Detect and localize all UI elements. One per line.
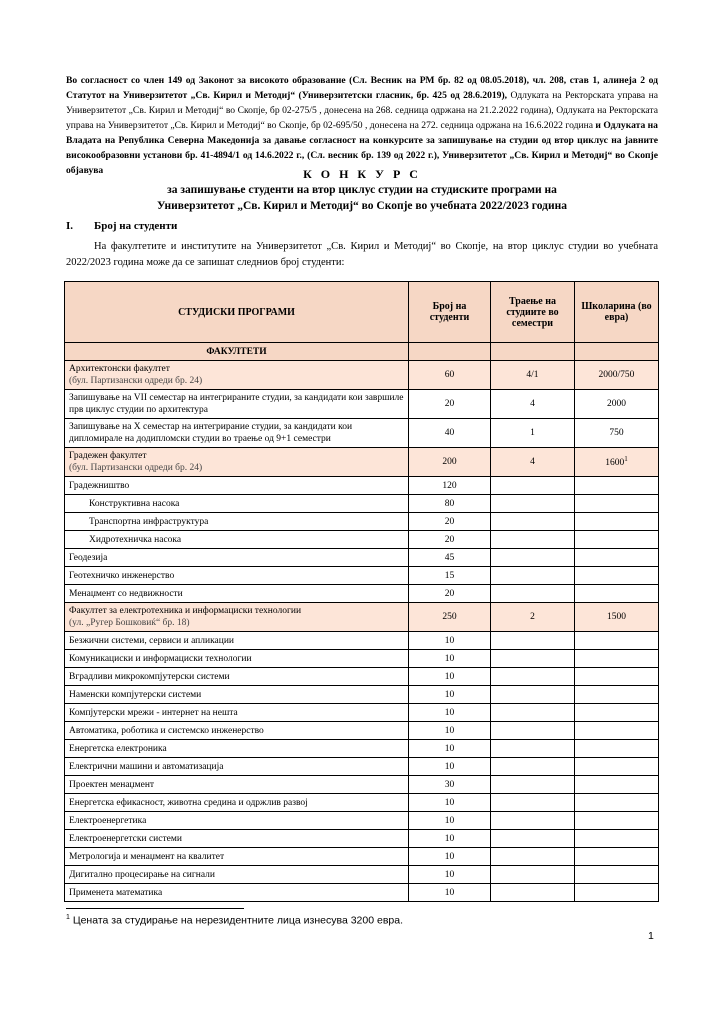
table-row	[65, 758, 659, 776]
program-students: 45	[409, 549, 491, 567]
table-row	[65, 390, 659, 419]
program-students: 10	[409, 704, 491, 722]
program-fee	[575, 704, 659, 722]
faculty-students: 200	[409, 448, 491, 477]
faculty-duration: 4/1	[491, 361, 575, 390]
program-duration	[491, 722, 575, 740]
table-row	[65, 513, 659, 531]
program-students: 10	[409, 812, 491, 830]
table-row	[65, 794, 659, 812]
program-duration	[491, 567, 575, 585]
table-row	[65, 704, 659, 722]
table-row	[65, 848, 659, 866]
program-duration	[491, 794, 575, 812]
program-duration	[491, 884, 575, 902]
faculty-name: Факултет за електротехника и информациски технологии	[69, 606, 302, 616]
program-fee	[575, 722, 659, 740]
program-fee	[575, 758, 659, 776]
program-students: 10	[409, 632, 491, 650]
title-line-1: К О Н К У Р С	[303, 167, 421, 181]
program-name: Електрични машини и автоматизација	[65, 758, 409, 776]
program-fee	[575, 477, 659, 495]
program-duration	[491, 830, 575, 848]
program-fee	[575, 740, 659, 758]
faculty-fee: 2000/750	[575, 361, 659, 390]
table-header-row	[65, 282, 659, 343]
program-duration	[491, 866, 575, 884]
section-heading	[66, 220, 177, 232]
program-fee	[575, 585, 659, 603]
table-row	[65, 668, 659, 686]
program-students: 10	[409, 722, 491, 740]
program-duration	[491, 758, 575, 776]
program-duration	[491, 531, 575, 549]
faculty-address: (бул. Партизански одреди бр. 24)	[69, 376, 203, 386]
header-students: Број на студенти	[409, 282, 491, 343]
title-line-2: за запишување студенти на втор циклус студии на студиските програми на	[167, 184, 557, 196]
program-fee	[575, 495, 659, 513]
program-fee	[575, 650, 659, 668]
program-name: Применета математика	[65, 884, 409, 902]
program-name: Запишување на X семестар на интегрирание студии, за кандидати кои дипломирале на додипломски студии во траење од 9+1 семестри	[65, 419, 409, 448]
program-name: Вградливи микрокомпјутерски системи	[65, 668, 409, 686]
table-row	[65, 585, 659, 603]
program-duration	[491, 776, 575, 794]
program-fee	[575, 632, 659, 650]
table-row	[65, 866, 659, 884]
faculty-name: Градежен факултет	[69, 451, 147, 461]
program-students: 10	[409, 740, 491, 758]
faculty-row-architecture	[65, 361, 659, 390]
program-duration	[491, 513, 575, 531]
program-fee	[575, 668, 659, 686]
program-name: Електроенергетика	[65, 812, 409, 830]
program-students: 20	[409, 390, 491, 419]
footnote-separator	[66, 908, 244, 909]
table-row	[65, 549, 659, 567]
program-fee	[575, 531, 659, 549]
table-row	[65, 884, 659, 902]
footnote-text: Цената за студирање на нерезидентните лица изнесува 3200 евра.	[72, 914, 403, 927]
program-duration	[491, 632, 575, 650]
program-students: 10	[409, 758, 491, 776]
program-students: 10	[409, 866, 491, 884]
program-students: 120	[409, 477, 491, 495]
preamble-paragraph	[66, 73, 658, 178]
program-duration	[491, 704, 575, 722]
program-name: Запишување на VII семестар на интегрираните студии, за кандидати кои завршиле прв циклус студии по архитектура	[65, 390, 409, 419]
program-name: Електроенергетски системи	[65, 830, 409, 848]
program-duration: 4	[491, 390, 575, 419]
intro-paragraph: На факултетите и институтите на Универзитетот „Св. Кирил и Методиј“ во Скопје, на втор циклус студии во учебната 2022/2023 година може да се запишат следниов број студенти:	[66, 241, 658, 268]
program-name: Комуникациски и информациски технологии	[65, 650, 409, 668]
civil-program-rows	[65, 477, 659, 603]
faculty-name: Архитектонски факултет	[69, 364, 170, 374]
title-line-3: Универзитетот „Св. Кирил и Методиј“ во Скопје во учебната 2022/2023 година	[157, 200, 567, 212]
program-students: 15	[409, 567, 491, 585]
program-duration	[491, 650, 575, 668]
program-name: Градежништво	[65, 477, 409, 495]
faculty-address: (ул. „Ругер Бошковиќ“ бр. 18)	[69, 618, 190, 628]
program-fee	[575, 513, 659, 531]
program-fee	[575, 866, 659, 884]
header-fee: Школарина (во евра)	[575, 282, 659, 343]
faculty-students: 250	[409, 603, 491, 632]
table-row	[65, 722, 659, 740]
program-duration	[491, 668, 575, 686]
program-duration	[491, 740, 575, 758]
preamble-part-1: Во согласност со член 149 од Законот за високото образование (Сл. Весник на РМ бр. 82 од 08.05.2018), чл. 208, став 1, алинеја 2 од Статутот на Универзитетот „Св. Кирил и Методиј“ (Универзитетски гласник, бр. 425 од 28.6.2019),	[66, 75, 658, 101]
faculty-fee: 1500	[575, 603, 659, 632]
program-duration	[491, 495, 575, 513]
program-students: 80	[409, 495, 491, 513]
program-students: 10	[409, 650, 491, 668]
program-name: Проектен менаџмент	[65, 776, 409, 794]
program-name: Хидротехничка насока	[65, 531, 409, 549]
program-duration: 1	[491, 419, 575, 448]
table-row	[65, 776, 659, 794]
program-name: Безжични системи, сервиси и апликации	[65, 632, 409, 650]
program-fee: 2000	[575, 390, 659, 419]
faculty-students: 60	[409, 361, 491, 390]
program-students: 20	[409, 513, 491, 531]
fee-value: 1600	[605, 458, 625, 469]
page-number: 1	[648, 930, 654, 942]
footnote-mark: 1	[66, 914, 70, 921]
table-row	[65, 477, 659, 495]
program-name: Компјутерски мрежи - интернет на нешта	[65, 704, 409, 722]
table-row	[65, 632, 659, 650]
program-name: Енергетска ефикасност, животна средина и одржлив развој	[65, 794, 409, 812]
section-number: I.	[66, 220, 74, 232]
program-name: Автоматика, роботика и системско инженерство	[65, 722, 409, 740]
footnote-ref: 1	[624, 455, 628, 464]
program-duration	[491, 477, 575, 495]
program-fee	[575, 686, 659, 704]
program-students: 10	[409, 686, 491, 704]
faculty-duration: 4	[491, 448, 575, 477]
document-title	[66, 166, 658, 214]
program-fee: 750	[575, 419, 659, 448]
program-fee	[575, 549, 659, 567]
program-students: 20	[409, 531, 491, 549]
enrollment-table	[64, 281, 659, 902]
program-students: 30	[409, 776, 491, 794]
table-row	[65, 495, 659, 513]
program-fee	[575, 812, 659, 830]
program-name: Наменски компјутерски системи	[65, 686, 409, 704]
program-students: 40	[409, 419, 491, 448]
table-row	[65, 740, 659, 758]
faculty-fee	[575, 448, 659, 477]
program-fee	[575, 794, 659, 812]
program-duration	[491, 549, 575, 567]
section-label: Број на студенти	[94, 220, 178, 232]
table-row	[65, 419, 659, 448]
preamble-part-3: и Одлуката на Владата на Република Северна Македонија за давање согласност на конкурсите за запишување на студии од втор циклус на јавните високообразовни установи бр. 41-4894/1 од 14.6.2022 г., (Сл. весник бр. 139 од 2022 г.), Универзитетот „Св. Кирил и Методиј“ во Скопје објавува	[66, 120, 658, 176]
footnote	[66, 914, 403, 927]
table-row	[65, 830, 659, 848]
program-students: 20	[409, 585, 491, 603]
header-program: СТУДИСКИ ПРОГРАМИ	[65, 282, 409, 343]
faculty-row-feit	[65, 603, 659, 632]
program-duration	[491, 848, 575, 866]
faculties-label: ФАКУЛТЕТИ	[65, 343, 409, 361]
feit-program-rows	[65, 632, 659, 902]
program-name: Геотехничко инженерство	[65, 567, 409, 585]
program-fee	[575, 848, 659, 866]
header-duration: Траење на студиите во семестри	[491, 282, 575, 343]
table-row	[65, 531, 659, 549]
program-students: 10	[409, 794, 491, 812]
program-name: Геодезија	[65, 549, 409, 567]
program-name: Транспортна инфраструктура	[65, 513, 409, 531]
table-row	[65, 650, 659, 668]
faculty-duration: 2	[491, 603, 575, 632]
table-row	[65, 567, 659, 585]
program-name: Менаџмент со недвижности	[65, 585, 409, 603]
program-students: 10	[409, 830, 491, 848]
program-students: 10	[409, 884, 491, 902]
program-fee	[575, 567, 659, 585]
program-name: Метрологија и менаџмент на квалитет	[65, 848, 409, 866]
table-row	[65, 812, 659, 830]
program-fee	[575, 884, 659, 902]
program-name: Конструктивна насока	[65, 495, 409, 513]
program-name: Енергетска електроника	[65, 740, 409, 758]
program-students: 10	[409, 668, 491, 686]
table-row	[65, 686, 659, 704]
program-duration	[491, 812, 575, 830]
program-duration	[491, 585, 575, 603]
program-fee	[575, 776, 659, 794]
faculty-address: (бул. Партизански одреди бр. 24)	[69, 463, 203, 473]
preamble-part-2: Одлуката на Ректорската управа на Универзитетот „Св. Кирил и Методиј“ во Скопје, бр 02-275/5 , донесена на 268. седница одржана на 21.2.2022 година), Одлуката на Ректорската управа на Универзитетот „Св. Кирил и Методиј“ во Скопје, бр 02-695/50 , донесена на 272. седница одржана на 16.6.2022 година	[66, 90, 658, 131]
program-fee	[575, 830, 659, 848]
program-name: Дигитално процесирање на сигнали	[65, 866, 409, 884]
faculties-row	[65, 343, 659, 361]
program-students: 10	[409, 848, 491, 866]
faculty-row-civil	[65, 448, 659, 477]
program-duration	[491, 686, 575, 704]
